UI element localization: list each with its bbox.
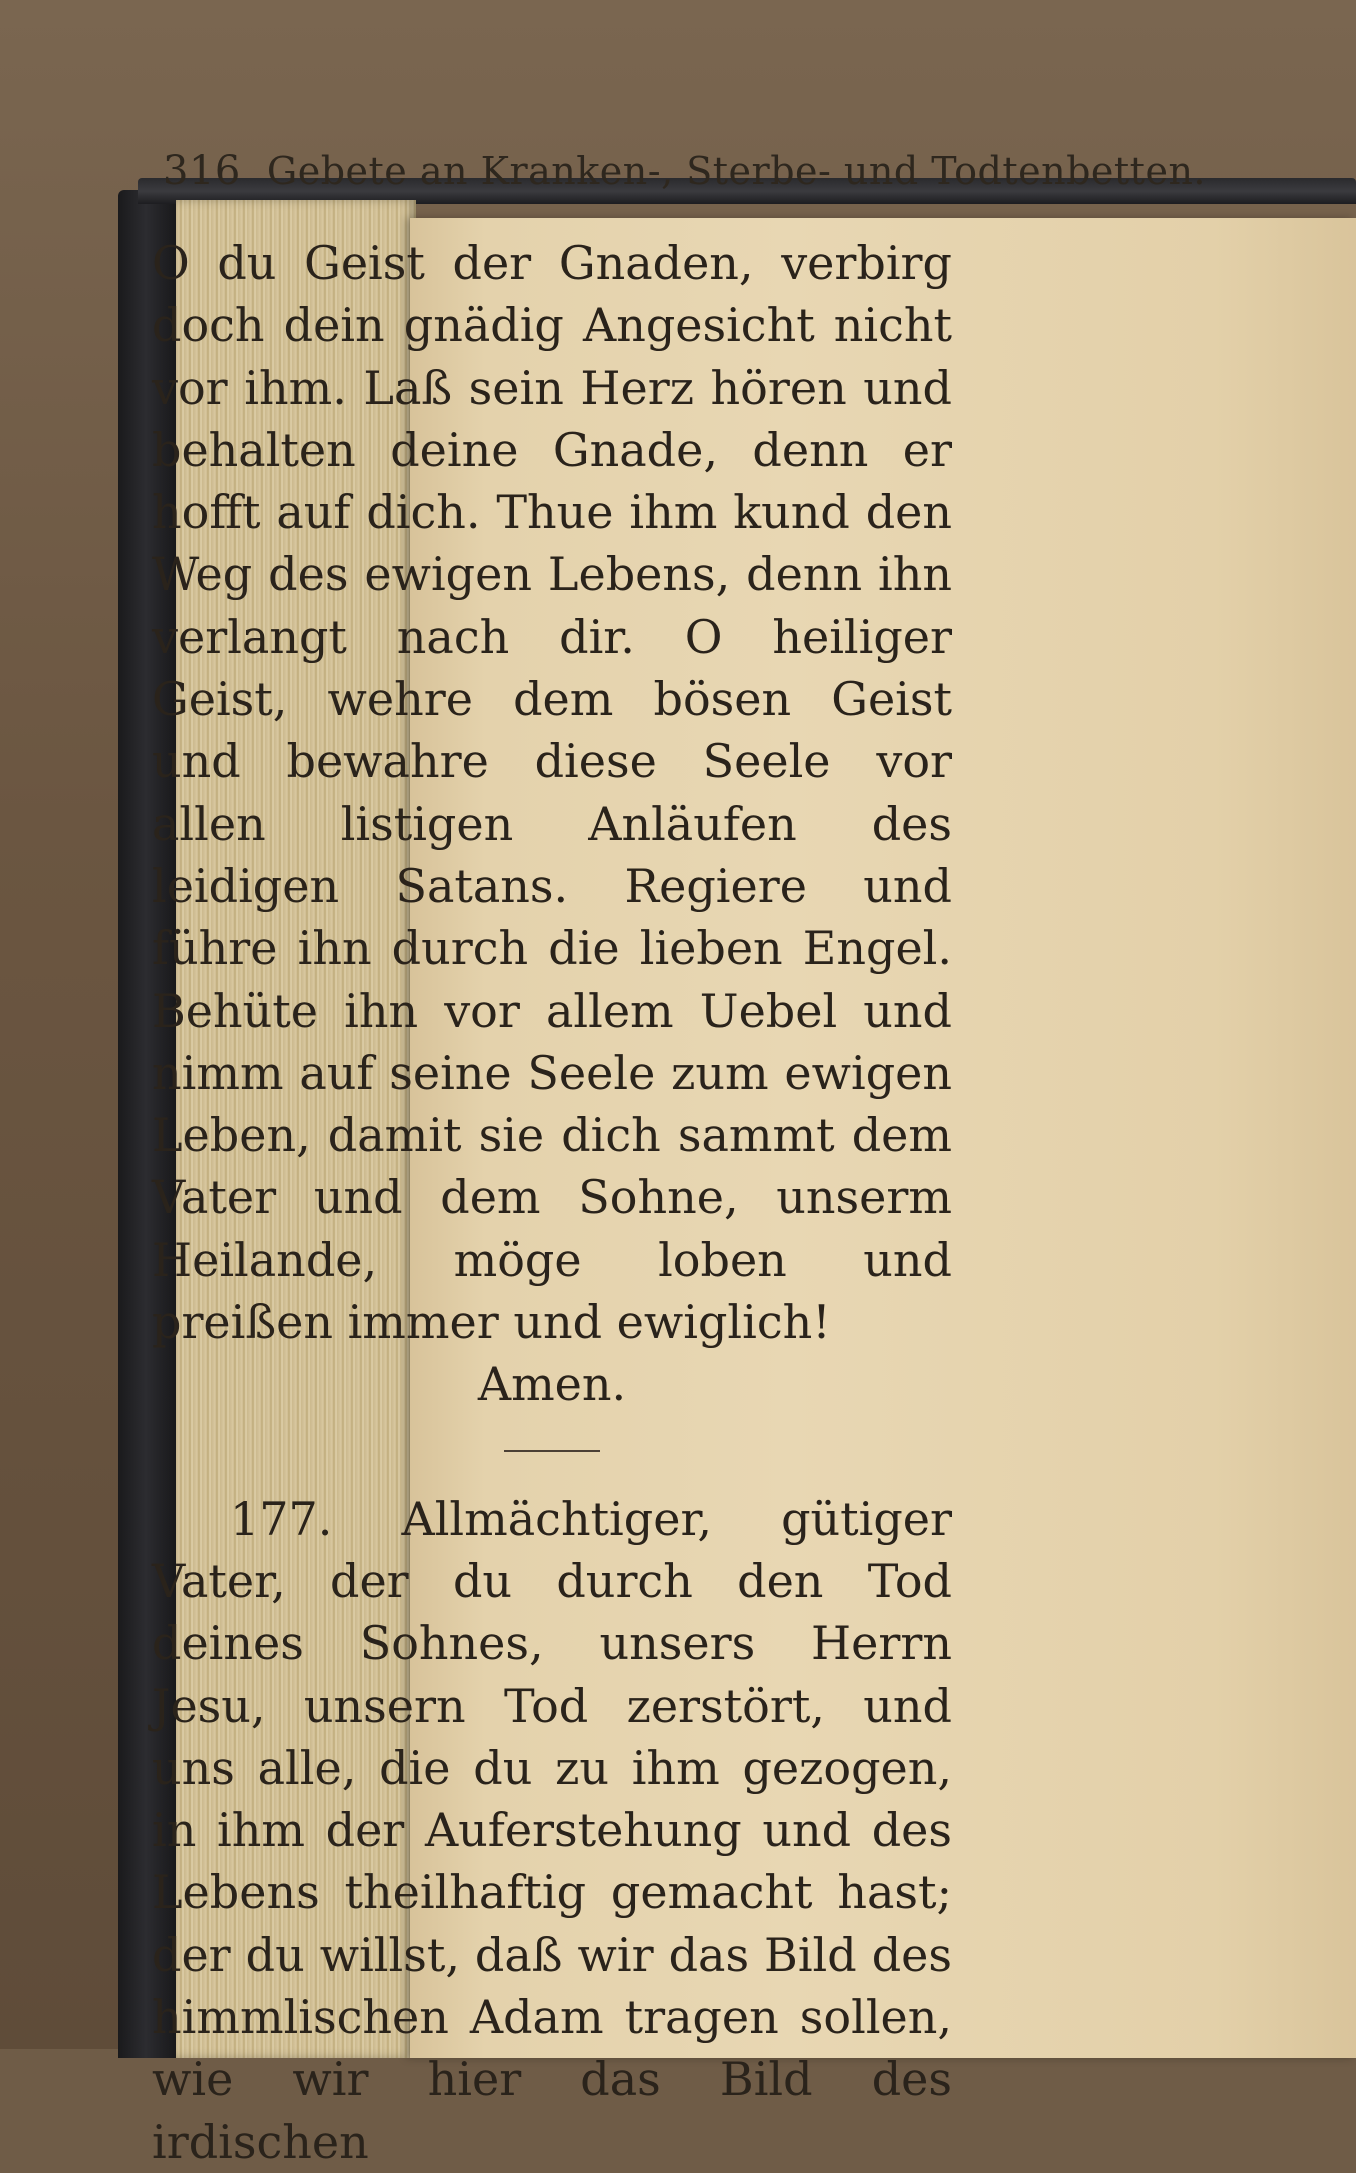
prayer-paragraph: O du Geist der Gnaden, verbirg doch dein gnädig Angesicht nicht vor ihm. Laß sein Herz hören und behalten deine Gnade, denn er hofft auf dich. Thue ihm kund den Weg des ewigen Lebens, denn ihn verlangt nach dir. O heiliger Geist, wehre dem bösen Geist und bewahre diese Seele vor allen listigen Anläufen des leidigen Satans. Regiere und führe ihn durch die lieben Engel. Behüte ihn vor allem Uebel und nimm auf seine Seele zum ewigen Leben, damit sie dich sammt dem Vater und dem Sohne, unserm Heilande, möge loben und preißen immer und ewiglich! <box>152 236 952 1350</box>
running-header <box>163 148 1263 194</box>
section-divider <box>504 1450 600 1452</box>
page-number: 316 <box>163 148 241 194</box>
running-title: Gebete an Kranken-, Sterbe- und Todtenbetten. <box>266 149 1206 193</box>
amen-line: Amen. <box>477 1357 627 1412</box>
prayer-177-paragraph: 177. Allmächtiger, gütiger Vater, der du durch den Tod deines Sohnes, unsers Herrn Jesu, unsern Tod zerstört, und uns alle, die du zu ihm gezogen, in ihm der Auferstehung und des Lebens theilhaftig gemacht hast; der du willst, daß wir das Bild des himmlischen Adam tragen sollen, wie wir hier das Bild des irdischen <box>152 1491 952 2169</box>
page-body <box>152 232 952 2173</box>
